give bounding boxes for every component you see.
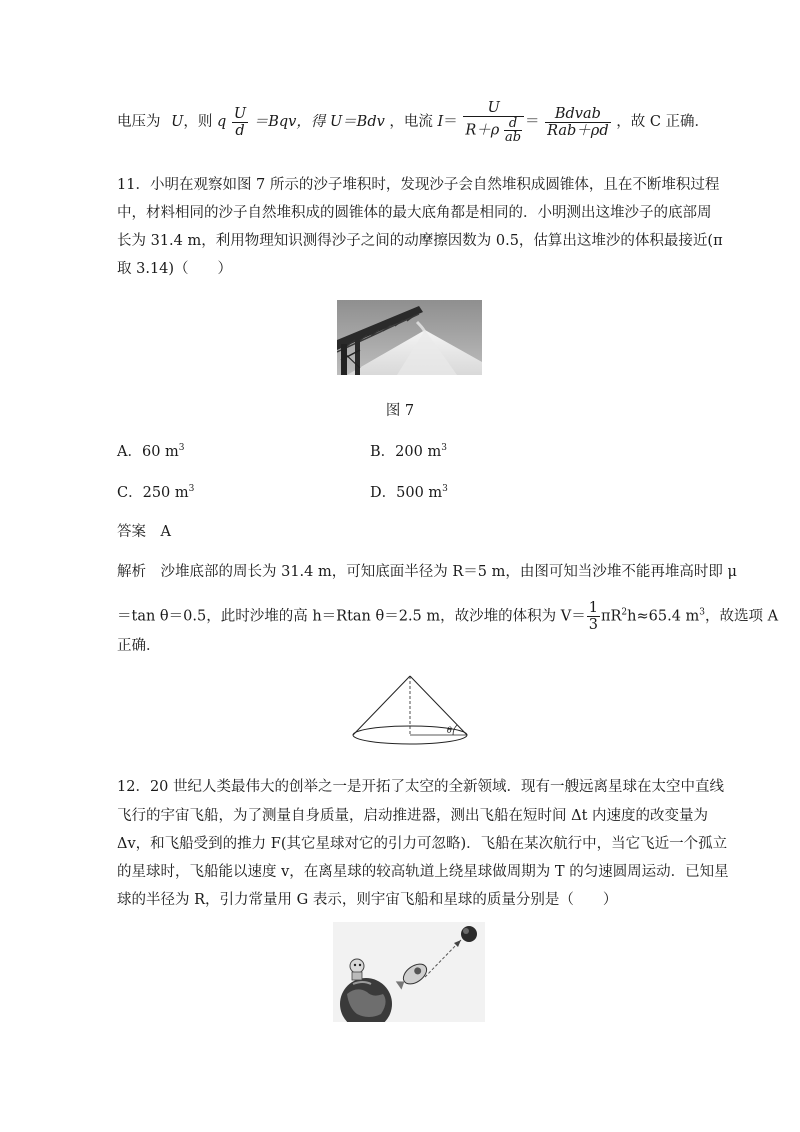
explanation-line-1: 解析 沙堆底部的周长为 31.4 m，可知底面半径为 R＝5 m，由图可知当沙堆不能再堆高时即 μ [117,564,737,580]
explanation-line-2: ＝tan θ＝0.5，此时沙堆的高 h＝Rtan θ＝2.5 m，故沙堆的体积为 V＝ $\frac{1}{3}$ $\pi R^2h\approx 65.4$ $m^3$，故选项 A [117,600,779,633]
fraction-Bdvab: $\frac{\text{Bdvab}}{\text{Rab＋ρd}}$ [547,105,609,139]
answer-line: 答案 A [117,524,171,540]
q11-line-4: 取 3.14)（ ） [117,261,233,277]
eq-Bqv: ＝Bqv，得 [253,114,326,130]
var-U-label: U [171,114,184,130]
option-d: D．500 $m^3$ [370,484,448,501]
text-current: ，电流 [389,114,433,130]
q12-line-4: 的星球时，飞船能以速度 v，在离星球的较高轨道上绕星球做周期为 T 的匀速圆周运动．已知星 [117,864,729,880]
cone-angle-label: θ [447,726,452,735]
explanation-line-3: 正确． [117,638,161,654]
var-q: q [216,114,227,130]
fraction-one-third: $\frac{1}{3}$ [588,600,598,633]
q12-line-2: 飞行的宇宙飞船，为了测量自身质量，启动推进器，测出飞船在短时间 Δt 内速度的改变量为 [117,808,709,824]
option-c: C．250 $m^3$ [117,484,195,501]
formula-line: 电压为 U，则 q $\frac{U}{d}$ ＝Bqv，得 U＝Bdv ，电流 I＝ U R＋ρ $\frac{d}{ab}$ ＝ $\frac{\text{Bdvab}}{\text{Rab＋ρd}}$ ，故 C 正确． [117,100,710,145]
option-b: B．200 $m^3$ [370,443,447,460]
var-I: I [437,114,444,130]
q12-line-5: 球的半径为 R，引力常量用 G 表示，则宇宙飞船和星球的质量分别是（ ） [117,892,618,908]
text-prefix: 电压为 [117,114,161,130]
eq-Bdv: U＝Bdv [329,114,385,130]
q11-line-2: 中，材料相同的沙子自然堆积成的圆锥体的最大底角都是相同的．小明测出这堆沙子的底部周 [117,205,712,221]
sand-pile-photo [337,300,482,375]
fraction-d-over-ab: $\frac{d}{ab}$ [504,116,522,145]
fraction-U-over-d: $\frac{U}{d}$ [233,105,247,139]
cone-diagram [345,672,475,748]
option-a: A．60 $m^3$ [117,443,185,460]
q11-line-1: 11．小明在观察如图 7 所示的沙子堆积时，发现沙子会自然堆积成圆锥体，且在不断堆积过程 [117,177,720,193]
fraction-current: U R＋ρ $\frac{d}{ab}$ [463,100,524,144]
figure-7-caption: 图 7 [385,403,415,419]
spaceship-photo [333,922,485,1022]
q12-line-3: Δv，和飞船受到的推力 F(其它星球对它的引力可忽略)．飞船在某次航行中，当它飞近一个孤立 [117,836,728,852]
q12-line-1: 12．20 世纪人类最伟大的创举之一是开拓了太空的全新领域．现有一艘远离星球在太空中直线 [117,779,725,795]
text-suffix: ，故 C 正确． [616,114,710,130]
q11-line-3: 长为 31.4 m，利用物理知识测得沙子之间的动摩擦因数为 0.5，估算出这堆沙的体积最接近(π [117,233,723,249]
